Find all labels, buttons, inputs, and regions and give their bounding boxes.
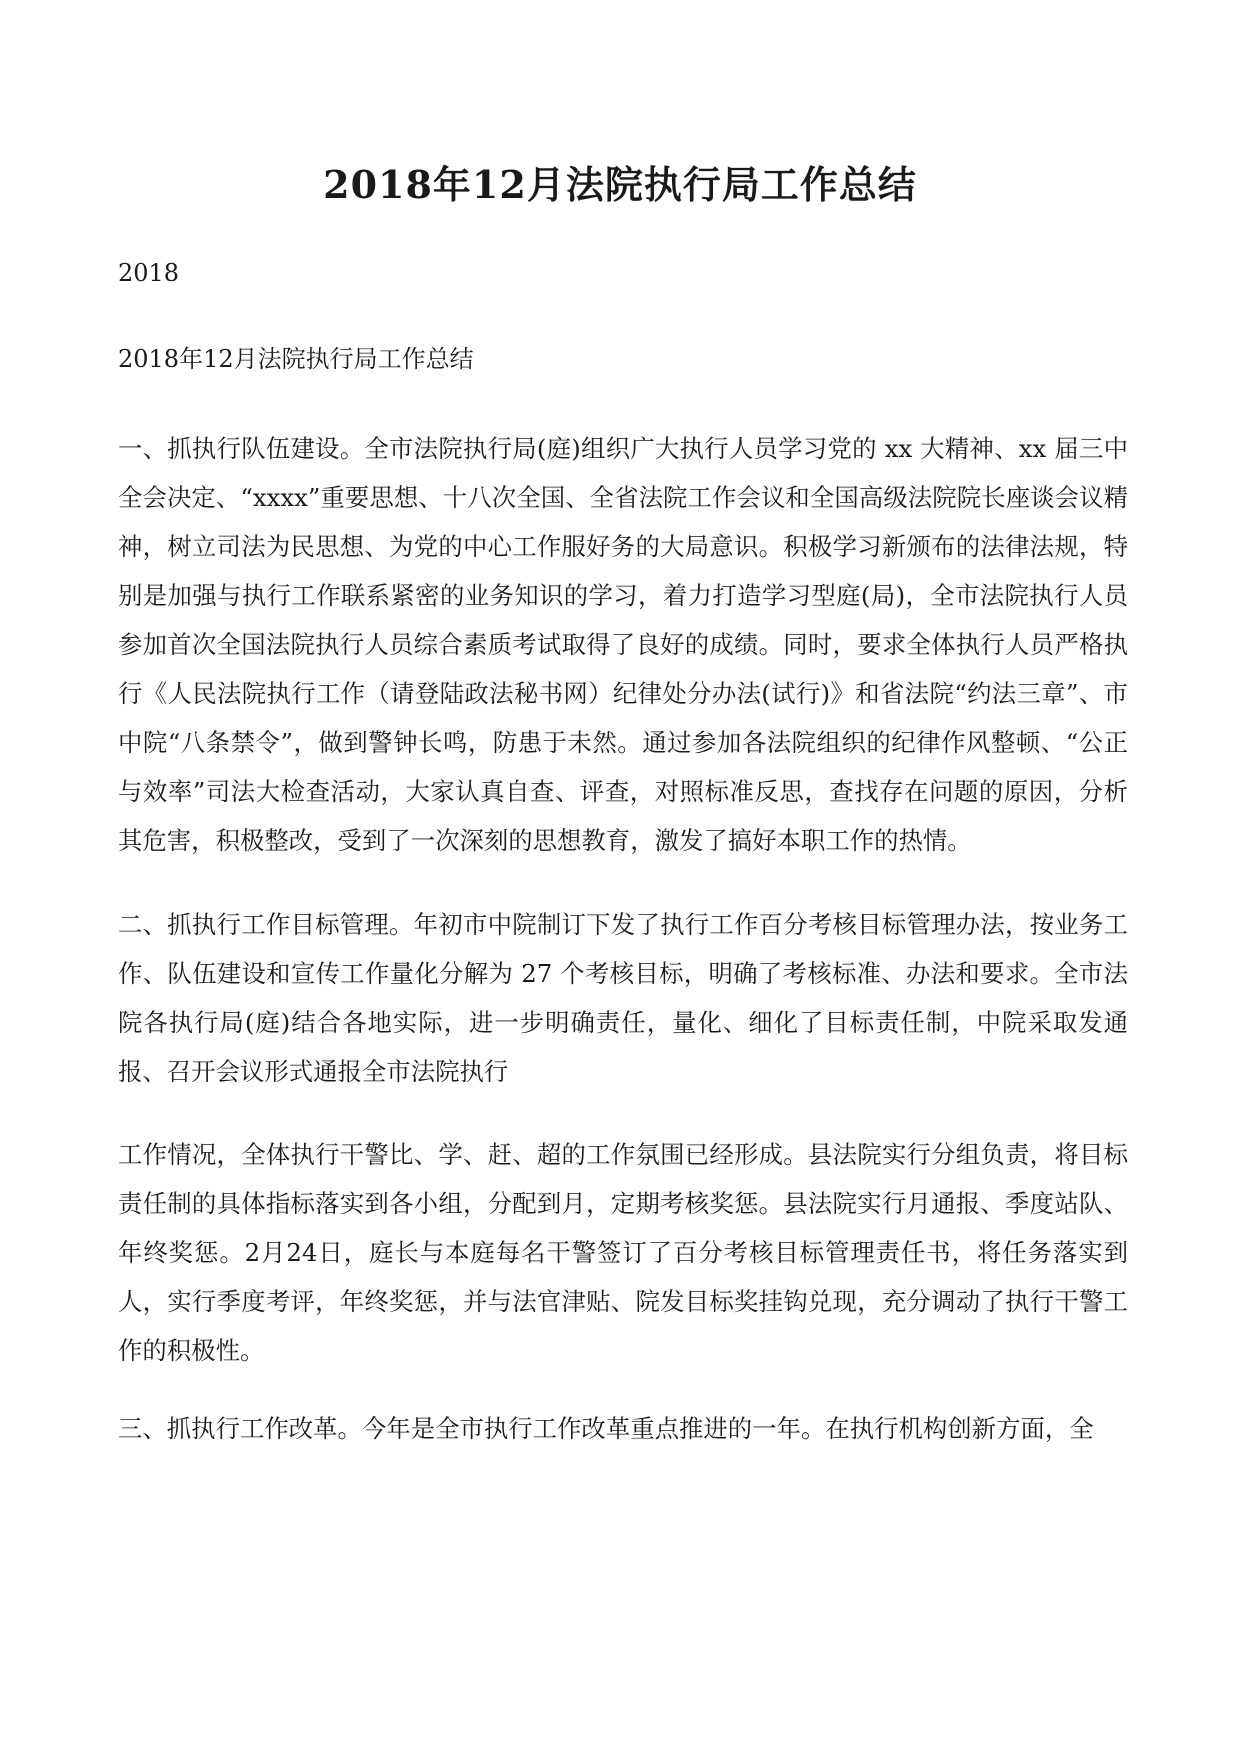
- paragraph-1: 一、抓执行队伍建设。全市法院执行局(庭)组织广大执行人员学习党的 xx 大精神、xx 届三中全会决定、“xxxx”重要思想、十八次全国、全省法院工作会议和全国高级法院院长座谈会议精神，树立司法为民思想、为党的中心工作服好务的大局意识。积极学习新颁布的法律法规，特别是加强与执行工作联系紧密的业务知识的学习，着力打造学习型庭(局)，全市法院执行人员参加首次全国法院执行人员综合素质考试取得了良好的成绩。同时，要求全体执行人员严格执行《人民法院执行工作（请登陆政法秘书网）纪律处分办法(试行)》和省法院“约法三章”、市中院“八条禁令”，做到警钟长鸣，防患于未然。通过参加各法院组织的纪律作风整顿、“公正与效率”司法大检查活动，大家认真自查、评查，对照标准反思，查找存在问题的原因，分析其危害，积极整改，受到了一次深刻的思想教育，激发了搞好本职工作的热情。: [118, 434, 1128, 855]
- document-title: 2018年12月法院执行局工作总结: [323, 162, 917, 207]
- year-line: 2018: [118, 259, 180, 287]
- paragraph-2: 二、抓执行工作目标管理。年初市中院制订下发了执行工作百分考核目标管理办法，按业务工作、队伍建设和宣传工作量化分解为 27 个考核目标，明确了考核标准、办法和要求。全市法院各执行局(庭)结合各地实际，进一步明确责任，量化、细化了目标责任制，中院采取发通报、召开会议形式通报全市法院执行: [118, 910, 1128, 1086]
- paragraph-3: 工作情况，全体执行干警比、学、赶、超的工作氛围已经形成。县法院实行分组负责，将目标责任制的具体指标落实到各小组，分配到月，定期考核奖惩。县法院实行月通报、季度站队、年终奖惩。2月24日，庭长与本庭每名干警签订了百分考核目标管理责任书，将任务落实到人，实行季度考评，年终奖惩，并与法官津贴、院发目标奖挂钩兑现，充分调动了执行干警工作的积极性。: [118, 1140, 1128, 1365]
- document-subtitle: 2018年12月法院执行局工作总结: [118, 345, 474, 373]
- paragraph-4: 三、抓执行工作改革。今年是全市执行工作改革重点推进的一年。在执行机构创新方面，全: [118, 1414, 1094, 1443]
